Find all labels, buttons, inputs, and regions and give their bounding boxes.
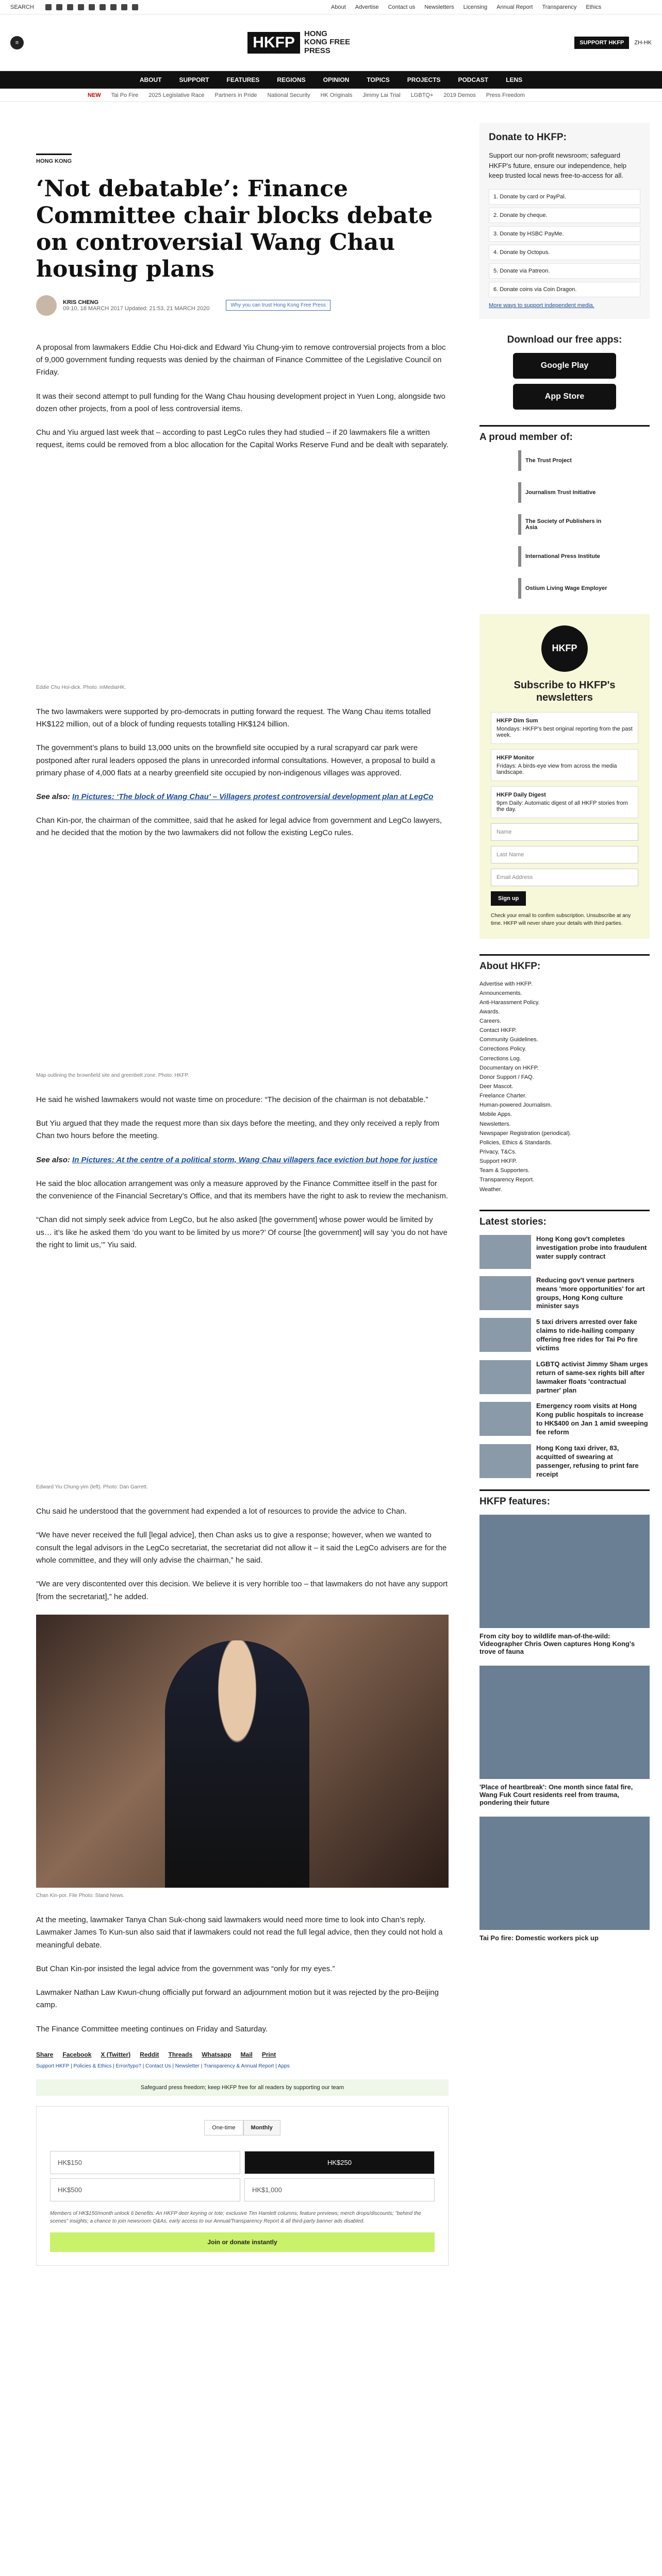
paragraph: A proposal from lawmakers Eddie Chu Hoi-dick and Edward Yiu Chung-yim to remove controversial projects from a bloc of 9,000 government funding requests was denied by the chairman of Finance Committee of the Legislative Council on Friday.	[36, 343, 446, 377]
paragraph: The government’s plans to build 13,000 units on the brownfield site occupied by a rural scrapyard car park were postponed after rural leaders opposed the plans in unrecorded informal consultations. However, a proposal to build a primary phase of 4,000 flats at a nearby greenfield site occupied by non-indigenous villages was approved.	[36, 743, 435, 777]
site-logo[interactable]	[247, 30, 351, 56]
about-link[interactable]: Policies, Ethics & Standards.	[479, 1139, 552, 1146]
author-avatar	[36, 295, 57, 316]
about-link[interactable]: Documentary on HKFP.	[479, 1064, 539, 1071]
share-link[interactable]: Mail	[240, 2051, 253, 2059]
subnav-item[interactable]: 2019 Demos	[443, 92, 476, 98]
nav-item[interactable]: TOPICS	[367, 76, 390, 83]
donate-option[interactable]: 2. Donate by cheque.	[489, 208, 640, 223]
donate-box	[36, 2106, 449, 2266]
share-link[interactable]: Facebook	[62, 2051, 92, 2059]
facebook-icon[interactable]	[45, 4, 52, 10]
subnav-item[interactable]: LGBTQ+	[410, 92, 434, 98]
newsletter-desc: 9pm Daily: Automatic digest of all HKFP stories from the day.	[496, 800, 628, 812]
latest-item[interactable]	[479, 1235, 650, 1269]
about-link[interactable]: Human-powered Journalism.	[479, 1102, 552, 1109]
newsletter-option[interactable]	[491, 786, 638, 818]
nav-item[interactable]: FEATURES	[226, 76, 260, 83]
member-logo[interactable]: The Society of Publishers in Asia	[518, 514, 611, 535]
main-nav	[0, 71, 662, 89]
map-image	[36, 851, 449, 1067]
amount-option[interactable]: HK$250	[244, 2151, 435, 2174]
feature-image[interactable]	[479, 1515, 650, 1628]
newsletter-box	[479, 614, 650, 939]
donate-title: Donate to HKFP:	[489, 132, 567, 143]
newsletter-name: HKFP Dim Sum	[496, 717, 538, 724]
threads-icon[interactable]	[78, 4, 84, 10]
latest-item[interactable]	[479, 1444, 650, 1479]
newsletter-name: HKFP Monitor	[496, 754, 535, 761]
latest-item[interactable]	[479, 1318, 650, 1353]
feature-title[interactable]: Tai Po fire: Domestic workers pick up	[479, 1934, 599, 1942]
image-caption: Chan Kin-por. File Photo: Stand News.	[36, 1892, 125, 1899]
about-link[interactable]: Deer Mascot.	[479, 1083, 514, 1090]
image-caption: Edward Yiu Chung-yim (left). Photo: Dan Garrett.	[36, 1484, 148, 1490]
article-image	[36, 1263, 449, 1479]
story-thumbnail	[479, 1235, 531, 1269]
article-footer-links[interactable]: Support HKFP | Policies & Ethics | Error/typo? | Contact Us | Newsletter | Transparency & Annual Report | Apps	[36, 2063, 290, 2070]
apps-title: Download our free apps:	[507, 334, 622, 345]
menu-icon[interactable]: ≡	[10, 36, 24, 49]
article-dates: 09:10, 18 MARCH 2017 Updated: 21:53, 21 MARCH 2020	[63, 305, 210, 312]
image-caption: Eddie Chu Hoi-dick. Photo: inMediaHK.	[36, 684, 126, 690]
article	[36, 123, 449, 2297]
nav-item[interactable]: REGIONS	[277, 76, 306, 83]
see-also-label: See also:	[36, 1155, 73, 1164]
email-input[interactable]: Email Address	[491, 869, 638, 886]
amount-option[interactable]: HK$500	[50, 2178, 240, 2201]
donate-card	[479, 123, 650, 319]
about-link[interactable]: Anti-Harassment Policy.	[479, 999, 540, 1006]
story-title[interactable]: Hong Kong gov't completes investigation probe into fraudulent water supply contract	[536, 1234, 647, 1260]
about-link[interactable]: Donor Support / FAQ.	[479, 1074, 534, 1080]
newsletter-option[interactable]	[491, 749, 638, 781]
paragraph: Lawmaker Nathan Law Kwun-chung officially put forward an adjournment motion but it was rejected by the pro-Beijing camp.	[36, 1988, 439, 2010]
support-bar[interactable]: Safeguard press freedom; keep HKFP free for all readers by supporting our team	[36, 2079, 449, 2096]
top-link[interactable]: Annual Report	[496, 4, 533, 10]
paragraph: Chu and Yiu argued last week that – according to past LegCo rules they had studied – if 20 lawmakers file a written request, items could be removed from a bloc allocation for the Capital Works Reserve Fund and be dealt with separately.	[36, 428, 449, 450]
about-title: About HKFP:	[479, 954, 650, 972]
subnav-item[interactable]: Jimmy Lai Trial	[362, 92, 401, 98]
subnav-item[interactable]: Partners in Pride	[214, 92, 257, 98]
article-title: ‘Not debatable’: Finance Committee chair blocks debate on controversial Wang Chau housing plans	[36, 176, 433, 282]
article-image	[36, 463, 449, 680]
newsletter-option[interactable]	[491, 712, 638, 744]
telegram-icon[interactable]	[121, 4, 127, 10]
top-links	[331, 4, 652, 10]
donate-option[interactable]: 6. Donate coins via Coin Dragon.	[489, 282, 640, 297]
about-link[interactable]: Privacy, T&Cs.	[479, 1149, 517, 1156]
subnav-item[interactable]: Tai Po Fire	[111, 92, 139, 98]
share-bar	[36, 2051, 449, 2058]
see-also-link[interactable]: In Pictures: At the centre of a political storm, Wang Chau villagers face eviction but hope for justice	[72, 1155, 438, 1164]
about-link[interactable]: Corrections Log.	[479, 1055, 521, 1062]
about-link[interactable]: Advertise with HKFP.	[479, 980, 533, 987]
about-link[interactable]: Awards.	[479, 1008, 500, 1015]
about-link[interactable]: Contact HKFP.	[479, 1027, 517, 1034]
monthly-toggle[interactable]: Monthly	[243, 2120, 280, 2136]
paragraph: But Yiu argued that they made the request more than six days before the meeting, and they only received a reply from Chan two hours before the meeting.	[36, 1119, 440, 1141]
member-logo[interactable]: Journalism Trust Initiative	[518, 482, 611, 503]
x-icon[interactable]	[56, 4, 62, 10]
signup-button[interactable]: Sign up	[491, 891, 526, 906]
top-link[interactable]: Advertise	[355, 4, 379, 10]
top-utility-bar	[0, 0, 662, 14]
about-link[interactable]: Newspaper Registration (periodical).	[479, 1130, 571, 1137]
share-link[interactable]: Whatsapp	[202, 2051, 231, 2059]
about-link[interactable]: Newsletters.	[479, 1121, 511, 1127]
image-caption: Map outlining the brownfield site and greenbelt zone. Photo: HKFP.	[36, 1072, 189, 1078]
newsletter-desc: Fridays: A birds-eye view from across the media landscape.	[496, 762, 617, 775]
article-kicker[interactable]: HONG KONG	[36, 154, 72, 164]
paragraph: He said he wished lawmakers would not waste time on procedure: “The decision of the chairman is not debatable.”	[36, 1095, 428, 1104]
paragraph: But Chan Kin-por insisted the legal advice from the government was “only for my eyes.”	[36, 1964, 335, 1973]
story-title[interactable]: Emergency room visits at Hong Kong public hospitals to increase to HK$400 on Jan 1 amid sweeping fee reform	[536, 1402, 648, 1436]
tiktok-icon[interactable]	[110, 4, 117, 10]
see-also-link[interactable]: In Pictures: ‘The block of Wang Chau’ – Villagers protest controversial development plan at LegCo	[72, 792, 434, 802]
feature-image[interactable]	[479, 1817, 650, 1930]
search-link[interactable]: SEARCH	[10, 4, 34, 10]
top-link[interactable]: About	[331, 4, 346, 10]
feature-image[interactable]	[479, 1666, 650, 1779]
share-link[interactable]: Reddit	[140, 2051, 159, 2059]
subnav-item[interactable]: National Security	[267, 92, 310, 98]
logo-text: HONG KONG FREE PRESS	[304, 29, 351, 55]
donate-option[interactable]: 3. Donate by HSBC PayMe.	[489, 226, 640, 242]
share-link[interactable]: Print	[261, 2051, 276, 2059]
about-link[interactable]: Weather.	[479, 1186, 502, 1193]
support-button[interactable]: SUPPORT HKFP	[574, 37, 629, 49]
donate-text: Support our non-profit newsroom; safeguard HKFP's future, ensure our independence, help keep trusted local news free-to-access for all.	[489, 151, 626, 179]
about-link[interactable]: Mobile Apps.	[479, 1111, 512, 1118]
top-link[interactable]: Ethics	[586, 4, 602, 10]
sidebar	[479, 123, 650, 2297]
about-link[interactable]: Support HKFP.	[479, 1158, 517, 1165]
subnav-item[interactable]: 2025 Legislative Race	[148, 92, 205, 98]
article-photo	[36, 1615, 449, 1888]
see-also	[36, 791, 449, 803]
amount-option[interactable]: HK$150	[50, 2151, 240, 2174]
last-name-input[interactable]: Last Name	[491, 846, 638, 863]
story-thumbnail	[479, 1276, 531, 1310]
member-logo[interactable]: The Trust Project	[518, 450, 611, 471]
paragraph: He said the bloc allocation arrangement was only a measure approved by the Finance Committee itself in the past for the convenience of the Financial Secretary’s Office, and that its members have the right to ask to review the mechanism.	[36, 1179, 449, 1200]
story-thumbnail	[479, 1318, 531, 1352]
donate-option[interactable]: 4. Donate by Octopus.	[489, 245, 640, 260]
paragraph: “Chan did not simply seek advice from LegCo, but he also asked [the government] whose power would be limited by us… it’s like he asked them ‘do you want to be limited by us more?’ Of course [the government] will say ‘you do not have the right to limit us,’” Yiu said.	[36, 1215, 448, 1249]
story-title[interactable]: LGBTQ activist Jimmy Sham urges return of same-sex rights bill after lawmaker floats 'contractual partner' plan	[536, 1360, 648, 1394]
about-link[interactable]: Community Guidelines.	[479, 1037, 538, 1043]
youtube-icon[interactable]	[89, 4, 95, 10]
top-link[interactable]: Licensing	[463, 4, 488, 10]
paragraph: “We are very discontented over this decision. We believe it is very horrible too – that lawmakers do not have any support [from the secretariat],” he added.	[36, 1580, 448, 1601]
one-time-toggle[interactable]: One-time	[204, 2120, 243, 2136]
about-link[interactable]: Careers.	[479, 1018, 502, 1025]
about-link[interactable]: Announcements.	[479, 990, 522, 996]
story-thumbnail	[479, 1402, 531, 1436]
byline	[36, 295, 449, 316]
nav-item[interactable]: LENS	[506, 76, 523, 83]
top-link[interactable]: Newsletters	[424, 4, 454, 10]
top-link[interactable]: Contact us	[388, 4, 416, 10]
share-link[interactable]: X (Twitter)	[101, 2051, 131, 2059]
join-button[interactable]: Join or donate instantly	[50, 2232, 435, 2252]
social-icons	[45, 4, 138, 10]
latest-item[interactable]	[479, 1360, 650, 1395]
author-name[interactable]: KRIS CHENG	[63, 299, 99, 306]
feature-title[interactable]: 'Place of heartbreak': One month since fatal fire, Wang Fuk Court residents reel from trauma, pondering their future	[479, 1783, 633, 1806]
member-title: A proud member of:	[479, 425, 650, 443]
paragraph: It was their second attempt to pull funding for the Wang Chau housing development project in Yuen Long, alongside two dozen other projects, from a pool of less controversial items.	[36, 392, 445, 413]
subnav-item[interactable]: Press Freedom	[486, 92, 525, 98]
paragraph: The two lawmakers were supported by pro-democrats in putting forward the request. The Wang Chau items totalled HK$122 million, out of a block of funding requests totalling HK$124 billion.	[36, 707, 431, 728]
newsletter-fine: Check your email to confirm subscription. Unsubscribe at any time. HKFP will never share your details with third parties.	[491, 912, 631, 926]
donate-option[interactable]: 5. Donate via Patreon.	[489, 263, 640, 279]
features-title: HKFP features:	[479, 1489, 650, 1507]
subnav-item[interactable]: HK Originals	[320, 92, 353, 98]
newsletter-title: Subscribe to HKFP's newsletters	[514, 679, 616, 703]
google-play-badge[interactable]: Google Play	[513, 353, 616, 379]
about-link[interactable]: Transparency Report.	[479, 1177, 534, 1183]
paragraph: The Finance Committee meeting continues on Friday and Saturday.	[36, 2024, 268, 2033]
logo-mark: HKFP	[247, 32, 300, 54]
paragraph: Chan Kin-por, the chairman of the committee, said that he asked for legal advice from government and LegCo lawyers, and he decided that the motion by the two lawmakers did not follow the existing LegCo rules.	[36, 816, 442, 838]
linkedin-icon[interactable]	[100, 4, 106, 10]
top-link[interactable]: Transparency	[542, 4, 577, 10]
story-title[interactable]: Hong Kong taxi driver, 83, acquitted of swearing at passenger, refusing to print fare receipt	[536, 1444, 639, 1478]
member-benefits: Members of HK$150/month unlock 6 benefits: An HKFP deer keyring or tote; exclusive Tim Hamlett columns; feature previews; merch drops/discounts; "behind the scenes" insights; a chance to join newsroom Q&As, early access to our Annual/Transparency Report & all third-party banner ads disabled.	[50, 2211, 421, 2225]
app-store-badge[interactable]: App Store	[513, 384, 616, 410]
nav-item[interactable]: PODCAST	[458, 76, 489, 83]
nav-item[interactable]: SUPPORT	[179, 76, 209, 83]
latest-item[interactable]	[479, 1402, 650, 1437]
story-title[interactable]: Reducing gov't venue partners means 'more opportunities' for art groups, Hong Kong culture minister says	[536, 1276, 645, 1310]
share-link[interactable]: Threads	[168, 2051, 193, 2059]
newsletter-logo: HKFP	[541, 625, 588, 672]
nav-item[interactable]: PROJECTS	[407, 76, 441, 83]
feature-title[interactable]: From city boy to wildlife man-of-the-wild: Videographer Chris Owen captures Hong Kong's trove of fauna	[479, 1632, 635, 1655]
story-thumbnail	[479, 1360, 531, 1394]
about-link[interactable]: Freelance Charter.	[479, 1093, 527, 1099]
newsletter-desc: Mondays: HKFP's best original reporting from the past week.	[496, 725, 633, 738]
paragraph: “We have never received the full [legal advice], then Chan asks us to give a response; however, when we wanted to consult the legal advisors in the LegCo secretariat, the secretariat did not allow it – it said the LegCo advisers are for the whole committee, and they will only advise the chairman,” he said.	[36, 1531, 447, 1565]
paragraph: At the meeting, lawmaker Tanya Chan Suk-chong said lawmakers would need more time to look into Chan’s reply. Lawmaker James To Kun-sun also said that if lawmakers could not read the full legal advice, then they could not hold a meaningful debate.	[36, 1915, 443, 1950]
paragraph: Chu said he understood that the government had expended a lot of resources to provide the advice to Chan.	[36, 1507, 407, 1516]
latest-item[interactable]	[479, 1276, 650, 1311]
sub-nav	[0, 89, 662, 102]
amount-option[interactable]: HK$1,000	[244, 2178, 435, 2201]
new-badge: NEW	[88, 92, 101, 98]
language-switch[interactable]: ZH-HK	[634, 39, 652, 46]
newsletter-name: HKFP Daily Digest	[496, 791, 546, 798]
instagram-icon[interactable]	[67, 4, 73, 10]
latest-title: Latest stories:	[479, 1210, 650, 1228]
member-logo[interactable]: International Press Institute	[518, 546, 611, 567]
nav-item[interactable]: OPINION	[323, 76, 350, 83]
name-input[interactable]: Name	[491, 823, 638, 841]
rss-icon[interactable]	[132, 4, 138, 10]
about-link[interactable]: Team & Supporters.	[479, 1167, 530, 1174]
nav-item[interactable]: ABOUT	[139, 76, 162, 83]
share-link: Share	[36, 2051, 54, 2059]
masthead	[0, 14, 662, 71]
more-ways-link[interactable]: More ways to support independent media.	[489, 302, 594, 309]
donate-option[interactable]: 1. Donate by card or PayPal.	[489, 189, 640, 205]
about-link[interactable]: Corrections Policy.	[479, 1046, 526, 1053]
member-logo[interactable]: Ostium Living Wage Employer	[518, 578, 611, 599]
see-also	[36, 1154, 449, 1166]
story-thumbnail	[479, 1444, 531, 1478]
trust-link[interactable]: Why you can trust Hong Kong Free Press	[226, 300, 330, 311]
story-title[interactable]: 5 taxi drivers arrested over fake claims to ride-hailing company offering free rides for Tai Po fire victims	[536, 1318, 638, 1352]
see-also-label: See also:	[36, 792, 73, 802]
